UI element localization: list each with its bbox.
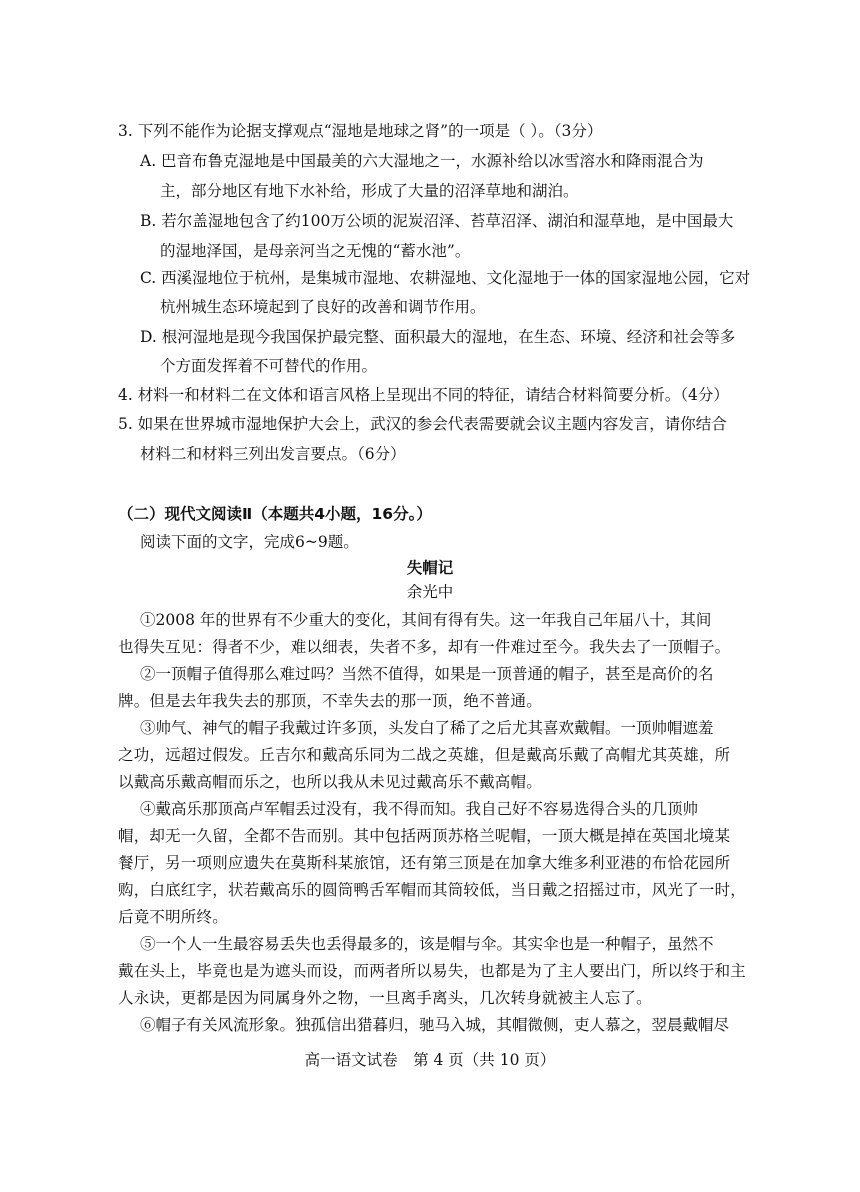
paragraph-5-line-3: 人永诀，更都是因为同属身外之物，一旦离手离头，几次转身就被主人忘了。 bbox=[118, 989, 652, 1007]
paragraph-3-line-2: 之功，远超过假发。丘吉尔和戴高乐同为二战之英雄，但是戴高乐戴了高帽尤其英雄，所 bbox=[118, 746, 731, 764]
question-5-line-1: 5. 如果在世界城市湿地保护大会上，武汉的参会代表需要就会议主题内容发言，请你结合 bbox=[118, 415, 727, 433]
paragraph-4-line-4: 购，白底红字，状若戴高乐的圆筒鸭舌军帽而其筒较低，当日戴之招摇过市，风光了一时， bbox=[118, 881, 747, 899]
paragraph-5-line-1: ⑤一个人一生最容易丢失也丢得最多的，该是帽与伞。其实伞也是一种帽子，虽然不 bbox=[140, 935, 714, 953]
paragraph-2-line-2: 牌。但是去年我失去的那顶，不幸失去的那一顶，绝不普通。 bbox=[118, 692, 542, 710]
question-3-stem: 3. 下列不能作为论据支撑观点“湿地是地球之肾”的一项是（ ）。（3分） bbox=[118, 122, 603, 140]
paragraph-4-line-5: 后竟不明所终。 bbox=[118, 908, 228, 926]
paragraph-2-line-1: ②一顶帽子值得那么难过吗？当然不值得，如果是一顶普通的帽子，甚至是高价的名 bbox=[140, 665, 714, 683]
paragraph-4-line-2: 帽，却无一久留，全都不告而别。其中包括两顶苏格兰呢帽，一顶大概是掉在英国北境某 bbox=[118, 827, 731, 845]
reading-instruction: 阅读下面的文字，完成6~9题。 bbox=[140, 533, 359, 551]
paragraph-3-line-3: 以戴高乐戴高帽而乐之，也所以我从未见过戴高乐不戴高帽。 bbox=[118, 773, 542, 791]
paragraph-4-line-1: ④戴高乐那顶高卢军帽丢过没有，我不得而知。我自己好不容易选得合头的几顶帅 bbox=[140, 800, 699, 818]
page-footer: 高一语文试卷 第 4 页（共 10 页） bbox=[304, 1051, 556, 1069]
option-c-line-2: 杭州城生态环境起到了良好的改善和调节作用。 bbox=[160, 298, 486, 316]
article-author: 余光中 bbox=[406, 583, 454, 601]
option-b-line-2: 的湿地泽国，是母亲河当之无愧的“蓄水池”。 bbox=[160, 242, 471, 260]
option-d-line-2: 个方面发挥着不可替代的作用。 bbox=[160, 357, 378, 375]
option-d-line-1: D. 根河湿地是现今我国保护最完整、面积最大的湿地，在生态、环境、经济和社会等多 bbox=[140, 328, 736, 346]
question-5-line-2: 材料二和材料三列出发言要点。（6分） bbox=[140, 445, 406, 463]
option-a-line-1: A. 巴音布鲁克湿地是中国最美的六大湿地之一，水源补给以冰雪溶水和降雨混合为 bbox=[140, 152, 704, 170]
article-title: 失帽记 bbox=[406, 559, 454, 577]
paragraph-3-line-1: ③帅气、神气的帽子我戴过许多顶，头发白了稀了之后尤其喜欢戴帽。一顶帅帽遮羞 bbox=[140, 719, 714, 737]
option-a-line-2: 主，部分地区有地下水补给，形成了大量的沼泽草地和湖泊。 bbox=[160, 182, 579, 200]
paragraph-4-line-3: 餐厅，另一项则应遗失在莫斯科某旅馆，还有第三顶是在加拿大维多利亚港的布恰花园所 bbox=[118, 854, 731, 872]
paragraph-1-line-2: 也得失互见：得者不少，难以细表，失者不多，却有一件难过至今。我失去了一顶帽子。 bbox=[118, 638, 731, 656]
paragraph-5-line-2: 戴在头上，毕竟也是为遮头而设，而两者所以易失，也都是为了主人要出门，所以终于和主 bbox=[118, 962, 747, 980]
option-c-line-1: C. 西溪湿地位于杭州，是集城市湿地、农耕湿地、文化湿地于一体的国家湿地公园，它对 bbox=[140, 269, 751, 287]
section-heading: （二）现代文阅读Ⅱ（本题共4小题，16分。） bbox=[118, 505, 432, 523]
paragraph-1-line-1: ①2008 年的世界有不少重大的变化，其间有得有失。这一年我自己年届八十，其间 bbox=[140, 611, 712, 629]
question-4: 4. 材料一和材料二在文体和语言风格上呈现出不同的特征，请结合材料简要分析。（4分） bbox=[118, 386, 729, 404]
option-b-line-1: B. 若尔盖湿地包含了约100万公顷的泥炭沼泽、苔草沼泽、湖泊和湿草地，是中国最大 bbox=[140, 212, 734, 230]
paragraph-6-line-1: ⑥帽子有关风流形象。独孤信出猎暮归，驰马入城，其帽微侧，吏人慕之，翌晨戴帽尽 bbox=[140, 1016, 730, 1034]
